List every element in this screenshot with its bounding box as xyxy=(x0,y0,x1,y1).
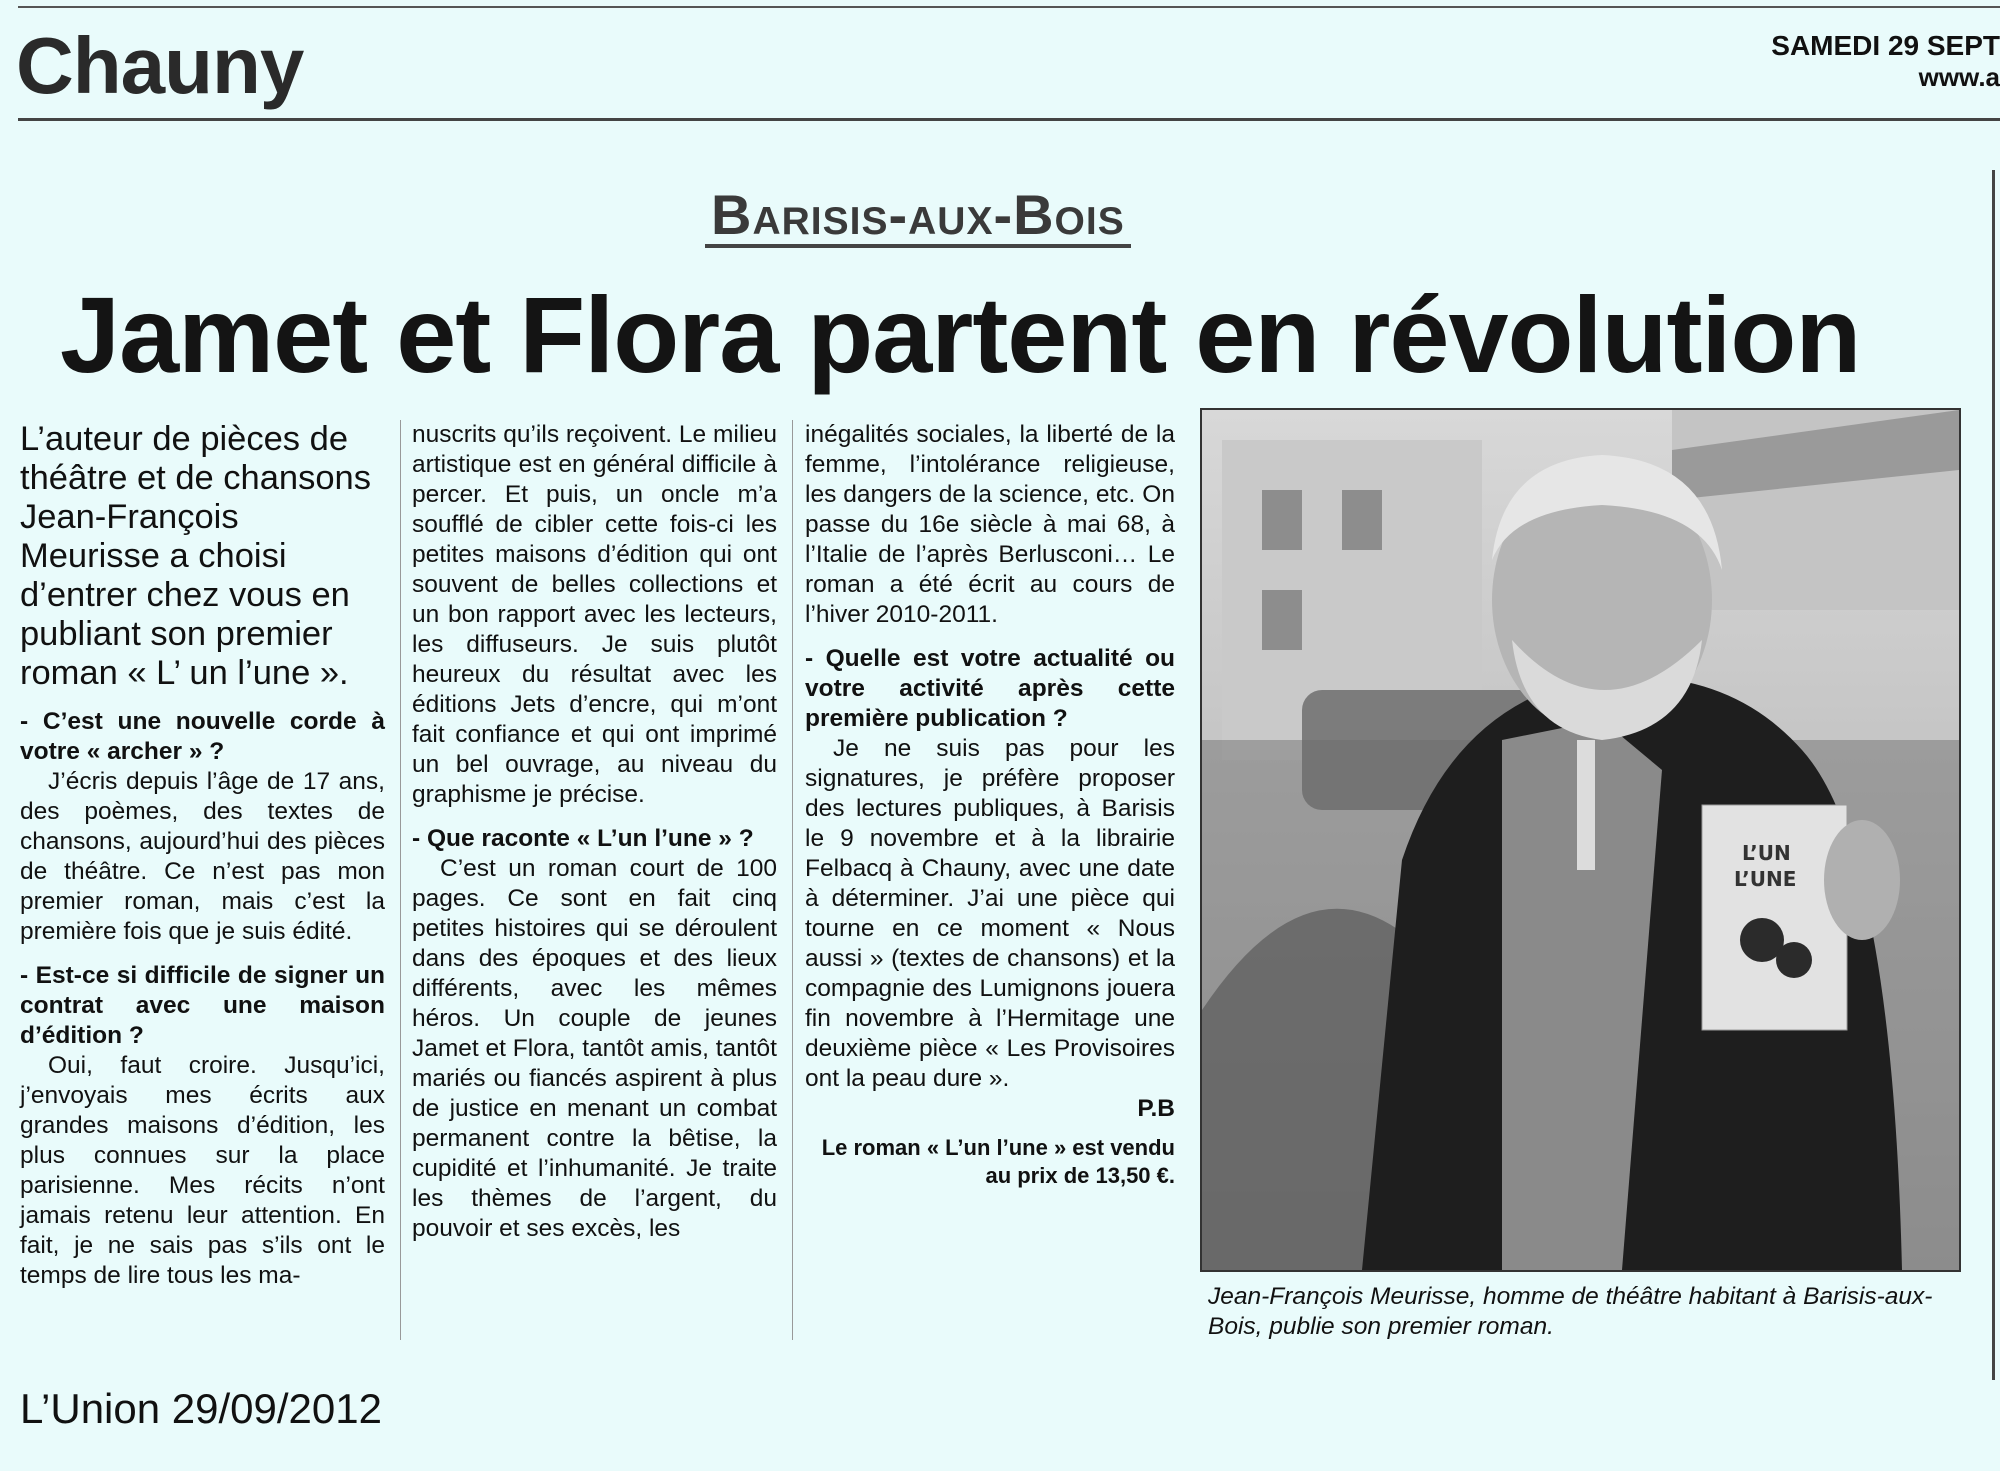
top-rule xyxy=(18,6,2000,8)
section-title: Chauny xyxy=(16,21,304,110)
header-rule xyxy=(18,118,2000,121)
body-paragraph: Je ne suis pas pour les signatures, je préfère proposer des lectures publiques, à Barisis le 9 novembre et à la librairie Felbacq à Chauny, avec une date à déterminer. J’ai une pièce qui tourne en ce moment « Nous aussi » (textes de chansons) et la compagnie des Lumignons jouera fin novembre à l’Hermitage une deuxième pièce « Les Provisoires ont la peau dure ». xyxy=(805,735,1175,1092)
body-paragraph: Oui, faut croire. Jusqu’ici, j’envoyais mes écrits aux grandes maisons d’édition, les plus connues sur la place parisienne. Mes récits n’ont jamais retenu leur attention. En fait, je ne sais pas s’ils ont le temps de lire tous les ma- xyxy=(20,1052,385,1289)
body-paragraph: C’est un roman court de 100 pages. Ce sont en fait cinq petites histoires qui se déroulent dans des époques et des lieux différents, avec les mêmes héros. Un couple de jeunes Jamet et Flora, tantôt amis, tantôt mariés ou fiancés aspirent à plus de justice en menant un combat permanent contre la bêtise, la cupidité et l’inhumanité. Je traite les thèmes de l’argent, du pouvoir et ses excès, les xyxy=(412,855,777,1242)
body-paragraph: J’écris depuis l’âge de 17 ans, des poèmes, des textes de chansons, aujourd’hui des pièces de théâtre. Ce n’est pas mon premier roman, mais c’est la première fois que je suis édité. xyxy=(20,768,385,945)
headline: Jamet et Flora partent en révolution xyxy=(60,274,1861,395)
interview-question: - Que raconte « L’un l’une » ? xyxy=(412,825,754,852)
lead-paragraph: L’auteur de pièces de théâtre et de chansons Jean-François Meurisse a choisi d’entrer chez vous en publiant son premier roman « L’ un l’une ». xyxy=(20,420,371,692)
locality-kicker: Barisis-aux-Bois xyxy=(705,186,1131,248)
hand xyxy=(1824,820,1900,940)
source-note: L’Union 29/09/2012 xyxy=(20,1385,382,1432)
column-1 xyxy=(20,420,385,1291)
photo-caption: Jean-François Meurisse, homme de théâtre habitant à Barisis-aux-Bois, publie son premier roman. xyxy=(1208,1283,1933,1340)
photo-illustration xyxy=(1202,410,1959,1270)
interview-question: - Est-ce si difficile de signer un contrat avec une maison d’édition ? xyxy=(20,962,385,1049)
column-3 xyxy=(805,420,1175,1190)
book-title-line2: L’UNE xyxy=(1734,867,1797,891)
author-signature: P.B xyxy=(1137,1095,1175,1122)
interview-question: - C’est une nouvelle corde à votre « archer » ? xyxy=(20,708,385,765)
portrait-photo xyxy=(1200,408,1961,1272)
issue-date: SAMEDI 29 SEPT xyxy=(1771,30,2000,61)
page-edge-rule xyxy=(1992,170,1995,1380)
body-paragraph: nuscrits qu’ils reçoivent. Le milieu artistique est en général difficile à percer. Et puis, un oncle m’a soufflé de cibler cette fois-ci les petites maisons d’édition qui ont souvent de belles collections et un bon rapport avec les lecteurs, les diffuseurs. Je suis plutôt heureux du résultat avec les éditions Jets d’encre, qui m’ont fait confiance et qui ont imprimé un bel ouvrage, au niveau du graphisme je précise. xyxy=(412,421,777,808)
body-paragraph: inégalités sociales, la liberté de la femme, l’intolérance religieuse, les dangers de la science, etc. On passe du 16e siècle à mai 68, à l’Italie de l’après Berlusconi… Le roman a été écrit au cours de l’hiver 2010-2011. xyxy=(805,421,1175,628)
book-cover xyxy=(1702,805,1847,1030)
interview-question: - Quelle est votre actualité ou votre activité après cette première publication ? xyxy=(805,645,1175,732)
book-title-line1: L’UN xyxy=(1742,841,1791,865)
price-note: Le roman « L’un l’une » est vendu au prix de 13,50 €. xyxy=(821,1135,1175,1188)
column-2 xyxy=(412,420,777,1244)
website: www.a xyxy=(1918,62,2000,92)
